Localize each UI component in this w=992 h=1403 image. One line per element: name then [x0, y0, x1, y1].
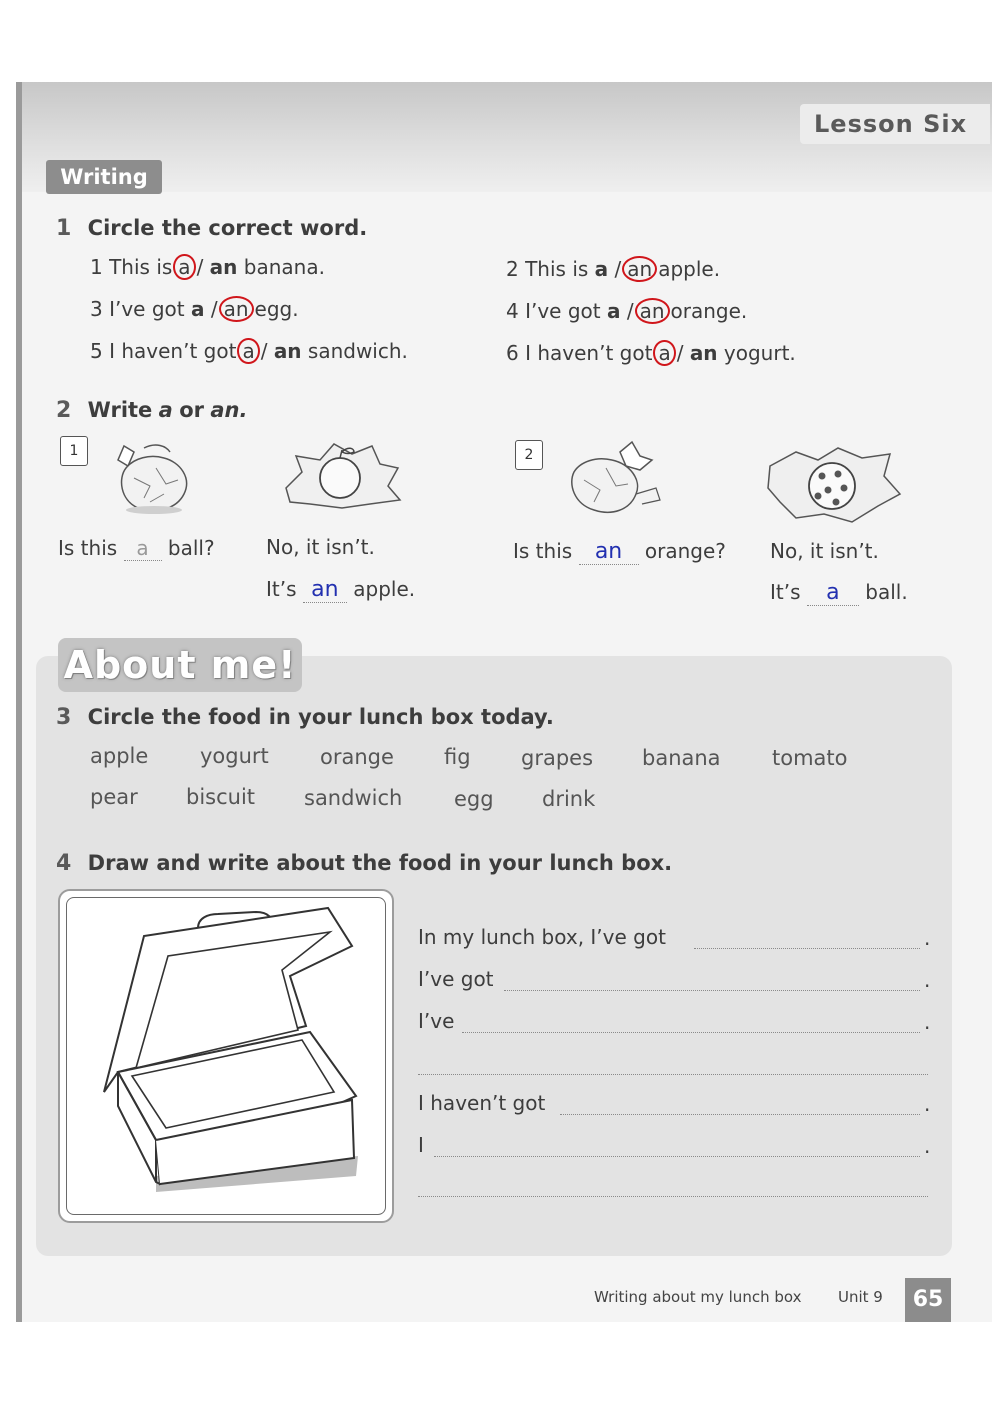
exercise-1-heading	[56, 216, 367, 241]
ex2-question-2: Is this an orange?	[513, 539, 726, 564]
exercise-3-heading: 3 Circle the food in your lunch box today.	[56, 705, 554, 730]
picture-number-box: 1	[60, 436, 88, 466]
write-line-6-prompt: I	[418, 1133, 424, 1157]
page-number: 65	[905, 1278, 951, 1322]
answer-blank[interactable]: a	[124, 536, 162, 561]
food-word[interactable]: yogurt	[200, 744, 269, 768]
line-period: .	[924, 1134, 931, 1158]
circled-answer[interactable]: an	[219, 296, 254, 322]
ex1-item-1: 1 This is a / an banana.	[90, 255, 325, 279]
ex1-item-3: 3 I’ve got a / an egg.	[90, 297, 299, 321]
ex1-item-6: 6 I haven’t got a / an yogurt.	[506, 341, 796, 365]
ex2-reply-2: No, it isn’t.	[770, 539, 879, 563]
answer-blank[interactable]: a	[807, 580, 859, 606]
line-period: .	[924, 1092, 931, 1116]
write-line-1[interactable]	[694, 948, 920, 949]
answer-blank[interactable]: an	[303, 577, 347, 603]
exercise-4-heading: 4 Draw and write about the food in your lunch box.	[56, 851, 673, 876]
about-me-title: About me!	[58, 638, 302, 692]
ex1-item-2: 2 This is a / an apple.	[506, 257, 721, 281]
write-line-5-prompt: I haven’t got	[418, 1091, 546, 1115]
circled-answer[interactable]: an	[635, 298, 670, 324]
food-word[interactable]: grapes	[521, 746, 594, 770]
food-word[interactable]: apple	[90, 744, 149, 768]
write-line-6[interactable]	[434, 1156, 920, 1157]
write-line-7[interactable]	[418, 1196, 928, 1197]
food-word[interactable]: pear	[90, 785, 138, 809]
answer-blank[interactable]: an	[579, 539, 639, 565]
write-line-3-prompt: I’ve	[418, 1009, 455, 1033]
line-period: .	[924, 926, 931, 950]
circled-answer[interactable]: a	[653, 340, 675, 366]
footer-topic: Writing about my lunch box	[594, 1288, 802, 1306]
exercise-2-heading: 2 Write a or an.	[56, 398, 248, 423]
wrapped-apple-illustration	[104, 438, 196, 516]
circled-answer[interactable]: an	[622, 256, 657, 282]
ex1-item-4: 4 I’ve got a / an orange.	[506, 299, 748, 323]
unwrapped-ball-illustration	[766, 444, 902, 524]
circled-answer[interactable]: a	[173, 254, 195, 280]
food-word[interactable]: sandwich	[304, 786, 403, 810]
line-period: .	[924, 1010, 931, 1034]
exercise-instruction: Circle the correct word.	[87, 216, 368, 240]
circled-answer[interactable]: a	[237, 338, 259, 364]
write-line-5[interactable]	[560, 1114, 920, 1115]
write-line-1-prompt: In my lunch box, I’ve got	[418, 925, 666, 949]
ex2-question-1: Is this a ball?	[58, 536, 215, 560]
write-line-2-prompt: I’ve got	[418, 967, 494, 991]
footer-unit: Unit 9	[838, 1288, 883, 1306]
lesson-title: Lesson Six	[800, 104, 990, 144]
food-word[interactable]: egg	[454, 787, 494, 811]
ex2-its-1: It’s an apple.	[266, 577, 416, 602]
food-word[interactable]: biscuit	[186, 785, 256, 809]
ex2-its-2: It’s a ball.	[770, 580, 908, 605]
picture-number-box: 2	[515, 440, 543, 470]
line-period: .	[924, 968, 931, 992]
food-word[interactable]: banana	[642, 746, 721, 770]
section-tab-writing: Writing	[46, 160, 162, 194]
write-line-3[interactable]	[462, 1032, 920, 1033]
food-word[interactable]: orange	[320, 745, 394, 769]
food-word[interactable]: fig	[444, 745, 471, 769]
page-spine	[16, 82, 22, 1322]
write-line-2[interactable]	[504, 990, 920, 991]
wrapped-orange-illustration	[560, 438, 668, 522]
write-line-4[interactable]	[418, 1074, 928, 1075]
exercise-number: 1	[56, 216, 72, 241]
lunch-box-icon	[96, 906, 376, 1202]
ex2-reply-1: No, it isn’t.	[266, 535, 375, 559]
unwrapped-apple-illustration	[280, 438, 404, 510]
ex1-item-5: 5 I haven’t got a / an sandwich.	[90, 339, 408, 363]
food-word[interactable]: tomato	[772, 746, 848, 770]
food-word[interactable]: drink	[542, 787, 596, 811]
